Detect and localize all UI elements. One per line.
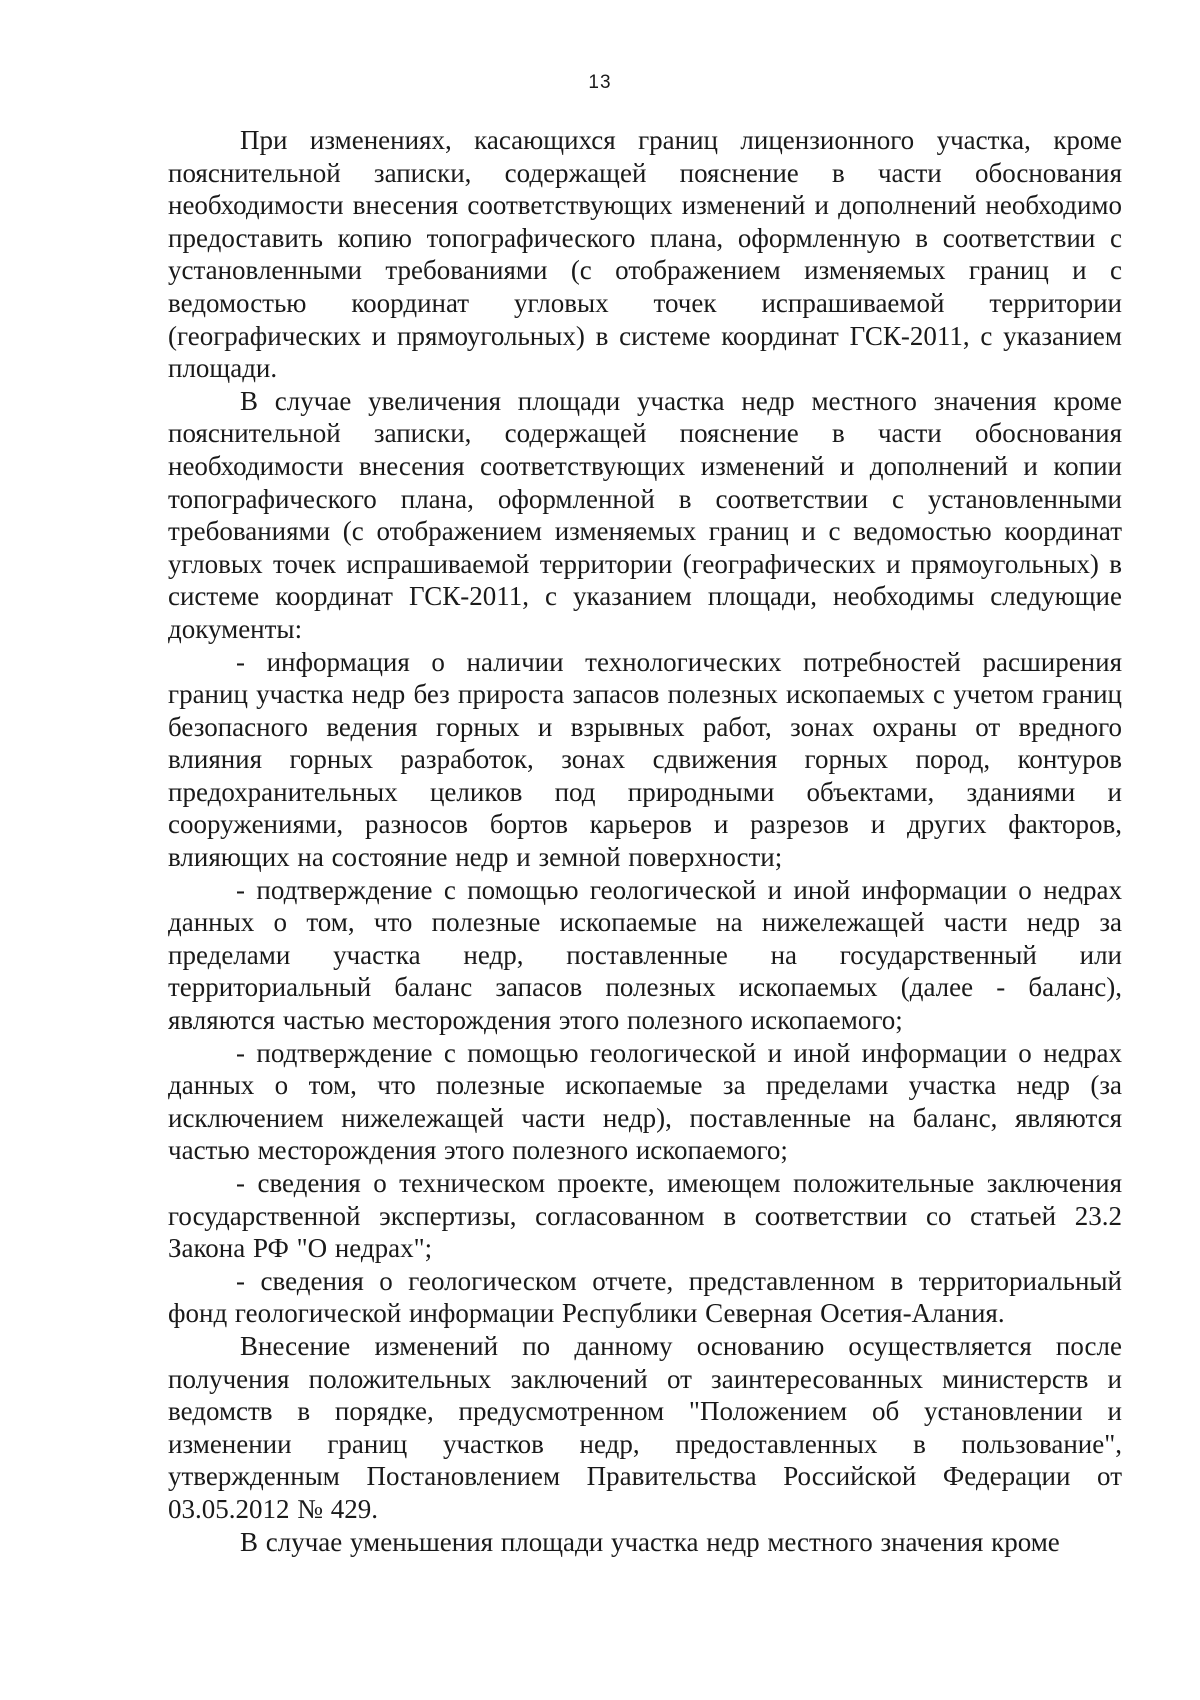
list-item: - подтверждение с помощью геологической и иной информации о недрах данных о том, что полезные ископаемые за пределами участка недр (за исключением нижележащей части недр), поставленные на баланс, являются частью месторождения этого полезного ископаемого; (168, 1037, 1122, 1166)
list-item: - сведения о геологическом отчете, представленном в территориальный фонд геологической информации Республики Северная Осетия-Алания. (168, 1265, 1122, 1329)
paragraph-area-increase: В случае увеличения площади участка недр местного значения кроме пояснительной записки, содержащей пояснение в части обоснования необходимости внесения соответствующих изменений и дополнений и копии топографического плана, оформленной в соответствии с установленными требованиями (с отображением изменяемых границ и с ведомостью координат угловых точек испрашиваемой территории (географических и прямоугольных) в системе координат ГСК-2011, с указанием площади, необходимы следующие документы: (168, 385, 1122, 644)
paragraph-area-decrease: В случае уменьшения площади участка недр местного значения кроме (240, 1526, 1060, 1557)
paragraph-procedure: Внесение изменений по данному основанию осуществляется после получения положительных заключений от заинтересованных министерств и ведомств в порядке, предусмотренном "Положением об установлении и изменении границ участков недр, предоставленных в пользование", утвержденным Постановлением Правительства Российской Федерации от 03.05.2012 № 429. (168, 1330, 1122, 1524)
list-item: - сведения о техническом проекте, имеющем положительные заключения государственной экспертизы, согласованном в соответствии со статьей 23.2 Закона РФ "О недрах"; (168, 1168, 1122, 1264)
page-number: 13 (588, 72, 612, 93)
paragraph-boundary-changes: При изменениях, касающихся границ лицензионного участка, кроме пояснительной записки, содержащей пояснение в части обоснования необходимости внесения соответствующих изменений и дополнений необходимо предоставить копию топографического плана, оформленную в соответствии с установленными требованиями (с отображением изменяемых границ и с ведомостью координат угловых точек испрашиваемой территории (географических и прямоугольных) в системе координат ГСК-2011, с указанием площади. (168, 125, 1122, 384)
document-body (168, 124, 1122, 1558)
list-item: - информация о наличии технологических потребностей расширения границ участка недр без прироста запасов полезных ископаемых с учетом границ безопасного ведения горных и взрывных работ, зонах охраны от вредного влияния горных разработок, зонах сдвижения горных пород, контуров предохранительных целиков под природными объектами, зданиями и сооружениями, разносов бортов карьеров и разрезов и других факторов, влияющих на состояние недр и земной поверхности; (168, 646, 1122, 873)
list-item: - подтверждение с помощью геологической и иной информации о недрах данных о том, что полезные ископаемые на нижележащей части недр за пределами участка недр, поставленные на государственный или территориальный баланс запасов полезных ископаемых (далее - баланс), являются частью месторождения этого полезного ископаемого; (168, 874, 1122, 1036)
